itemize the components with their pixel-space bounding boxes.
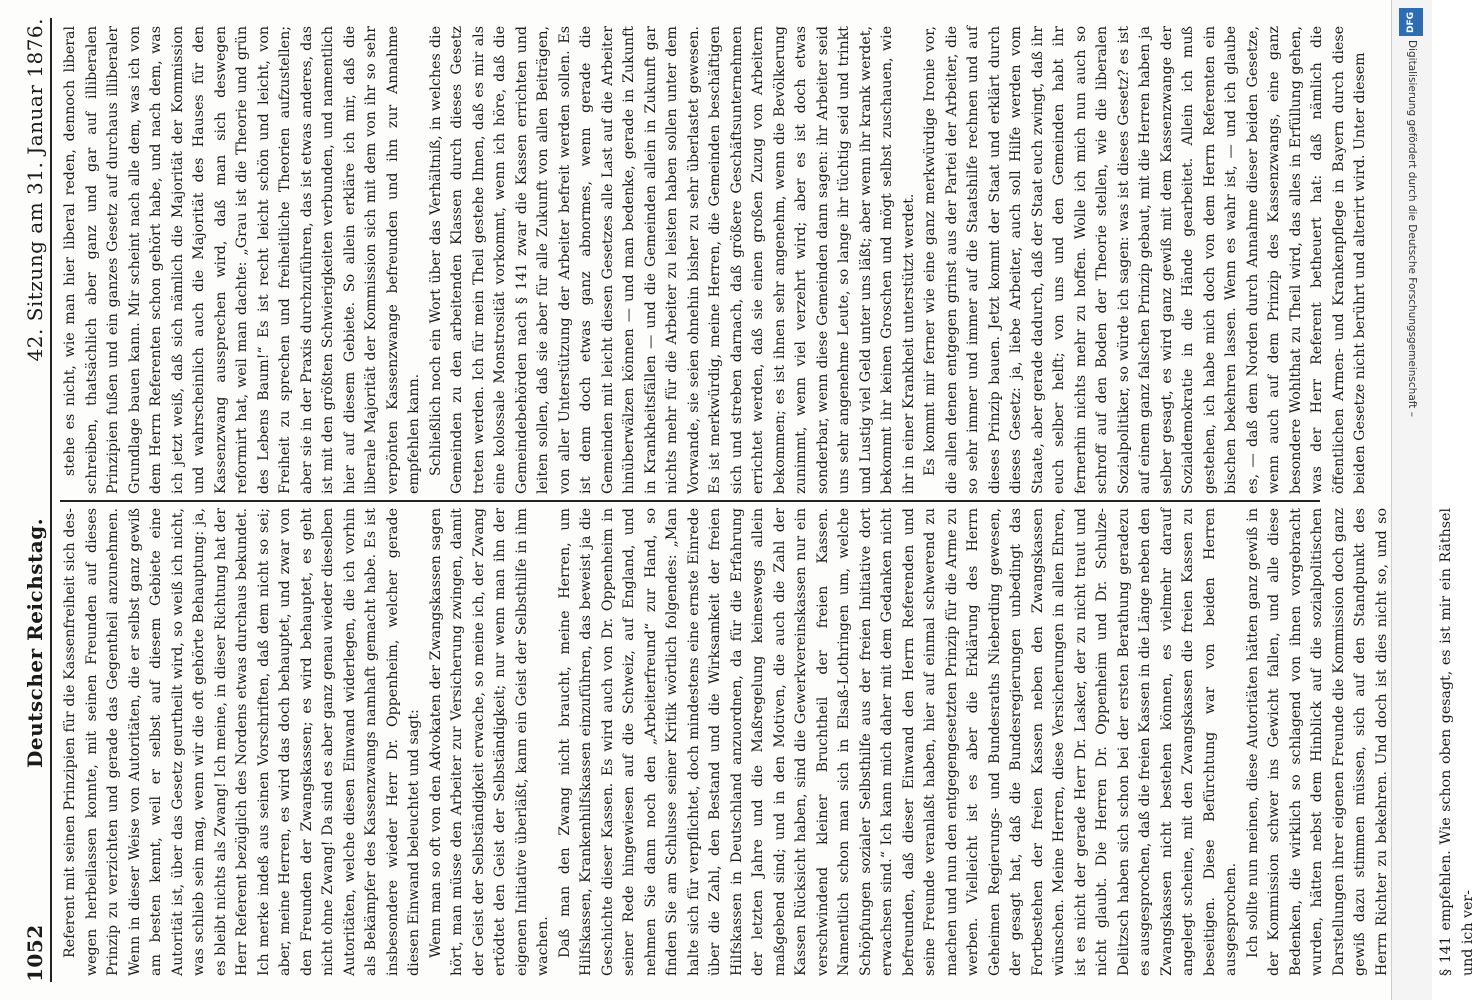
dfg-logo: DFG xyxy=(1399,8,1423,36)
publication-title: Deutscher Reichstag. xyxy=(23,517,47,768)
paragraph: stehe es nicht, wie man hier liberal reden, dennoch liberal schreiben, thatsächlich aber ganz und gar auf illiberalen Prinzipien fußen und ein ganzes Gesetz auf durchaus illiberaler Grundlage bauen kann. Mir scheint nach alle dem, was ich von dem Herrn Referenten schon gehört habe, und nach dem, was ich jetzt weiß, daß sich nämlich die Majorität der Kommission und wahrscheinlich auch die Majorität des Hauses für den Kassenzwang aussprechen wird, daß man sich deswegen reformirt hat, weil man dachte: „Grau ist die Theorie und grün des Lebens Baum!“ Es ist recht leicht schön und leicht, von Freiheit zu sprechen und freiheitliche Theorien aufzustellen; aber sie in der Praxis durchzuführen, das ist etwas anderes, das ist mit den größten Schwierigkeiten verbunden, und namentlich hier auf diesem Gebiete. So allein erkläre ich mir, daß die liberale Majorität der Kommission sich mit dem von ihr so sehr verpönten Kassenzwange befreunden und ihn zur Annahme empfehlen kann. xyxy=(62,26,422,494)
digitization-credit: Digitalisierung gefördert durch die Deutsche Forschungsgemeinschaft – xyxy=(1406,40,1418,417)
paragraph: Referent mit seinen Prinzipien für die Kassenfreiheit sich des-wegen herbeilassen konnte, mit seinen Freunden auf dieses Prinzip zu verzichten und gerade das Gegentheil anzunehmen. Wenn in dieser Weise von Autoritäten, die er selbst ganz gewiß am besten kennt, weil er selbst auf diesem Gebiete eine Autorität ist, über das Gesetz geurtheilt wird, so weiß ich nicht, was schlieb sein mag, wenn wir die oft gehörte Behauptung: ja, es bleibt nichts als Zwang! Ich meine, in dieser Richtung hat der Herr Referent bezüglich des Nordens etwas durchaus bekundet. Ich merke indeß aus seinen Vorschriften, daß dem nicht so sei; aber, meine Herren, es wird das doch behauptet, und zwar von den Freunden der Zwangskassen; es wird behauptet, es geht nicht ohne Zwang! Da sind es aber ganz genau wieder dieselben Autoritäten, welche diesen Einwand widerlegen, die ich vorhin als Bekämpfer des Kassenzwangs namhaft gemacht habe. Es ist insbesondere wieder Herr Dr. Oppenheim, welcher gerade diesen Einwand beleuchtet und sagt: xyxy=(62,508,422,976)
page-header xyxy=(20,18,52,982)
paragraph: Daß man den Zwang nicht braucht, meine Herren, um Hilfskassen, Krankenhilfskassen einzuführen, das beweist ja die Geschichte dieser Kassen. Es wird auch von Dr. Oppenheim in seiner Rede hingewiesen auf die Schweiz, auf England, und nehmen Sie dann noch den „Arbeiterfreund“ zur Hand, so finden Sie am Schlusse seiner Kritik wörtlich folgendes: „Man halte sich für verpflichtet, doch mindestens eine ernste Einrede über die Zahl, den Bestand und die Wirksamkeit der freien Hilfskassen in Deutschland anzuordnen, da für die Erfahrung der letzten Jahre und die Maßregelung keineswegs allein maßgebend sind; und in den Motiven, die auch die Zahl der Kassen Rücksicht haben, sind die Gewerkvereinskassen nur ein verschwindend kleiner Bruchtheil der freien Kassen. Namentlich schon man sich in Elsaß-Lothringen um, welche Schöpfungen sozialer Selbsthilfe aus der freien Initiative dort erwachsen sind.“ Ich kann mich daher mit dem Gedanken nicht befreunden, daß dieser Einwand den Herrn Referenden und seine Freunde veranlaßt haben, hier auf einmal schwerend zu machen und nun den entgegengesetzten Prinzip für die Arme zu werben. Vielleicht ist es aber die Erklärung des Herrn Geheimen Regierungs- und Bundesraths Nieberding gewesen, der gesagt hat, daß die Bundesregierungen unbedingt das Fortbestehen der freien Kassen neben den Zwangskassen wünschen. Meine Herren, diese Versicherungen in allen Ehren, ist es nicht der gerade Herr Dr. Lasker, der zu nicht traut und nicht glaubt. Die Herren Dr. Oppenheim und Dr. Schulze-Delitzsch haben sich schon bei der ersten Berathung geradezu es ausgesprochen, daß die freien Kassen in die Länge neben den Zwangskassen nicht bestehen können, es vielmehr darauf angelegt scheine, mit den Zwangskassen die freien Kassen zu beseitigen. Diese Befürchtung war von beiden Herren ausgesprochen. xyxy=(556,508,1239,976)
paragraph: Es kommt mir ferner wie eine ganz merkwürdige Ironie vor, die allen denen entgegen grinst aus der Partei der Arbeiter, die so sehr immer und immer auf die Staatshilfe rechnen und auf dieses Prinzip bauen. Jetzt kommt der Staat und erklärt durch dieses Gesetz: ja, liebe Arbeiter, auch soll Hilfe werden vom Staate, aber gerade dadurch, daß der Staat euch zwingt, daß ihr euch selber helft; von uns und den Gemeinden habt ihr fernerhin nichts mehr zu hoffen. Wolle ich mich nun auch so schroff auf den Boden der Theorie stellen, wie die liberalen Sozialpolitiker, so würde ich sagen: was ist dieses Gesetz? es ist auf einem ganz falschen Prinzip gebaut, mit die Herren haben ja selber gesagt, es wird ganz gewiß mit dem Kassenzwange der Sozialdemokratie in die Hände gearbeitet. Allein ich muß gestehen, ich habe mich doch von dem Herrn Referenten ein bischen bekehren lassen. Wenn es wahr ist, — und ich glaube es, — daß dem Norden durch Annahme dieser beiden Gesetze, wenn auch auf dem Prinzip des Kassenzwangs, eine ganz besondere Wohlthat zu Theil wird, das alles in Erfüllung gehen, was der Herr Referent betheuert hat: daß nämlich die öffentlichen Armen- und Krankenpflege in Bayern durch diese beiden Gesetze nicht berührt und alterirt wird. Unter diesem xyxy=(922,26,1368,494)
paragraph: Schließlich noch ein Wort über das Verhältniß, in welches die Gemeinden zu den arbeitenden Klassen durch dieses Gesetz treten werden. Ich für mein Theil gestehe Ihnen, daß es mir als eine kolossale Monstrosität vorkommt, wenn ich höre, daß die Gemeindebehörden nach § 141 zwar die Kassen errichten und leiten sollen, daß sie aber für alle Zukunft von allen Beiträgen, von aller Unterstützung der Arbeiter befreit werden sollen. Es ist denn doch etwas ganz abnormes, wenn gerade die Gemeinden mit leicht diesen Gesetzes alle Last auf die Arbeiter hinüberwälzen können — und man bedenke, gerade in Zukunft in Krankheitsfällen — und die Gemeinden allein in Zukunft gar nichts mehr für die Arbeiter zu leisten haben sollen unter dem Vorwande, sie seien ohnehin bisher zu sehr überlastet gewesen. Es ist merkwürdig, meine Herren, die Gemeinden beschäftigen sich und streben darnach, daß größere Geschäftsunternehmen errichtet werden, daß sie einen großen Zuzug von Arbeitern bekommen; es ist ihnen sehr angenehm, wenn die Bevölkerung zunimmt, wenn viel verzehrt wird; aber es ist doch etwas sonderbar, wenn diese Gemeinden dann sagen: ihr Arbeiter seid uns sehr angenehme Leute, so lange ihr tüchtig seid und trinkt und Lustig viel Geld unter uns läßt; aber wenn ihr krank werdet, bekommt ihr keinen Groschen und mögt selbst zuschauen, wie ihr in einer Krankheit unterstützt werdet. xyxy=(427,26,917,494)
page-number: 1052 xyxy=(23,924,47,982)
column-divider xyxy=(60,500,1320,502)
right-column xyxy=(60,20,1368,500)
session-title: 42. Sitzung am 31. Januar 1876. xyxy=(23,18,47,362)
digitization-strip xyxy=(1391,0,1432,1000)
left-column xyxy=(60,502,1476,982)
paragraph: Ich sollte nun meinen, diese Autoritäten hätten ganz gewiß in der Kommission schwer ins Gewicht fallen, und alle diese Bedenken, die wirklich so schlagend von ihnen vorgebracht wurden, hätten nebst dem Hinblick auf die sozialpolitischen Darstellungen ihrer eigenen Freunde die Kommission doch ganz gewiß dazu stimmen müssen, sich auf den Standpunkt des Herrn Richter zu bekehren. Und doch ist dies nicht so, und so § 141 empfehlen. Wie schon oben gesagt, es ist mir ein Räthsel und ich ver- xyxy=(1244,508,1476,976)
paragraph: Wenn man so oft von den Advokaten der Zwangskassen sagen hört, man müsse den Arbeiter zur Versicherung zwingen, damit der Geist der Selbständigkeit erwache, so meine ich, der Zwang ertödtet den Geist der Selbständigkeit; nur wenn man ihn der eigenen Initiative überläßt, kann ein Geist der Selbsthilfe in ihm wachen. xyxy=(427,508,551,976)
